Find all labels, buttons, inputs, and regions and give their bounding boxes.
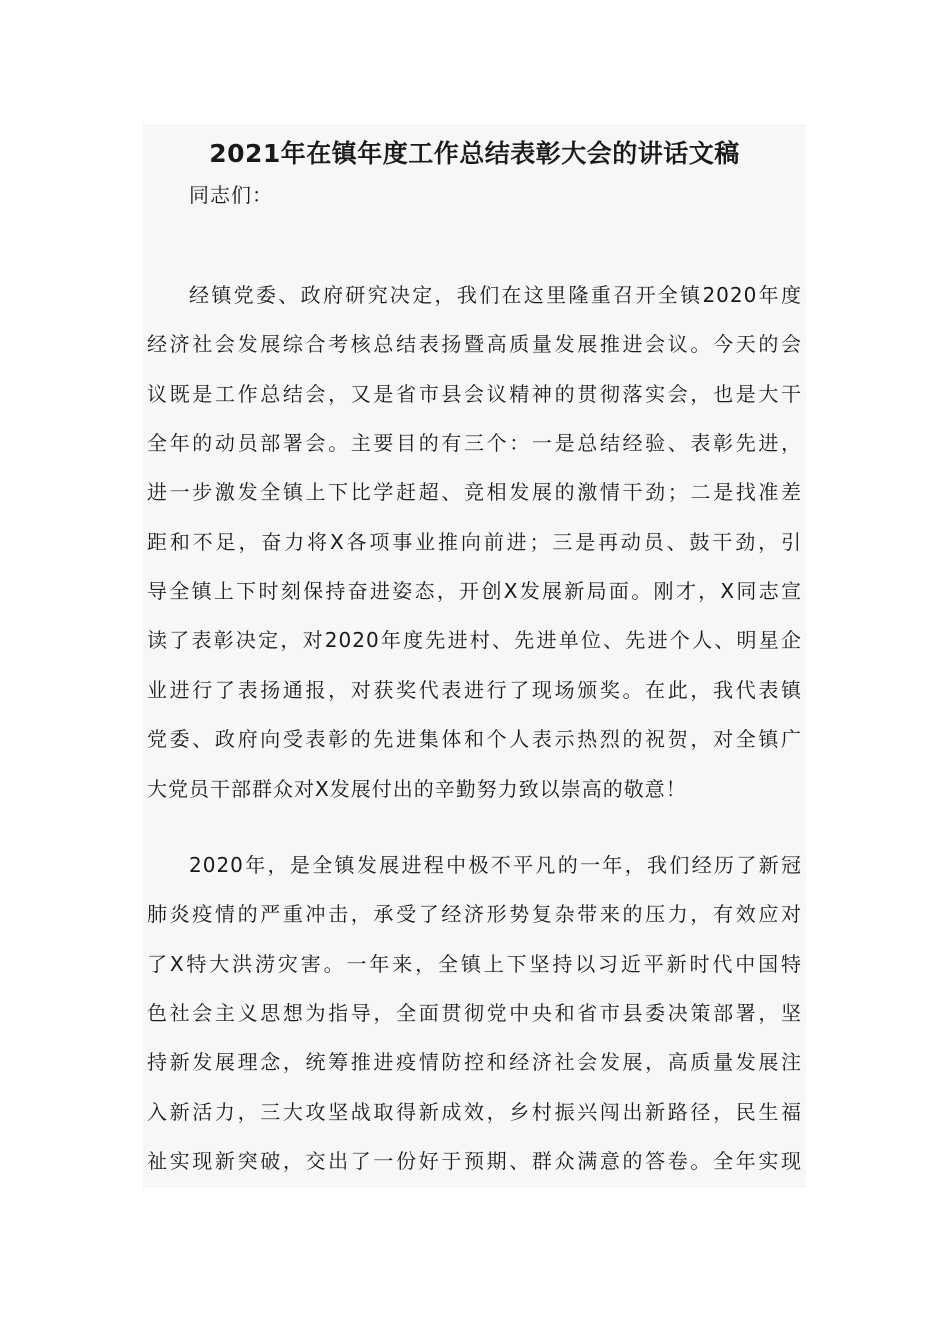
paragraph-1-line-3: 议既是工作总结会，又是省市县会议精神的贯彻落实会，也是大干 [147, 382, 802, 406]
paragraph-1-line-1: 经镇党委、政府研究决定，我们在这里隆重召开全镇2020年度 [189, 283, 802, 307]
paragraph-2-line-7: 祉实现新突破，交出了一份好于预期、群众满意的答卷。全年实现 [147, 1149, 802, 1173]
salutation: 同志们： [189, 183, 273, 207]
paragraph-1-line-9: 业进行了表扬通报，对获奖代表进行了现场颁奖。在此，我代表镇 [147, 678, 802, 702]
paragraph-1-line-7: 导全镇上下时刻保持奋进姿态，开创X发展新局面。刚才，X同志宣 [147, 579, 802, 603]
paragraph-1-line-10: 党委、政府向受表彰的先进集体和个人表示热烈的祝贺，对全镇广 [147, 727, 802, 751]
document-page [143, 124, 806, 1188]
paragraph-2-line-3: 了X特大洪涝灾害。一年来，全镇上下坚持以习近平新时代中国特 [147, 952, 802, 976]
paragraph-2-line-2: 肺炎疫情的严重冲击，承受了经济形势复杂带来的压力，有效应对 [147, 902, 802, 926]
paragraph-1-line-2: 经济社会发展综合考核总结表扬暨高质量发展推进会议。今天的会 [147, 332, 802, 356]
paragraph-1-line-6: 距和不足，奋力将X各项事业推向前进；三是再动员、鼓干劲，引 [147, 530, 802, 554]
paragraph-2-line-5: 持新发展理念，统筹推进疫情防控和经济社会发展，高质量发展注 [147, 1050, 802, 1074]
document-title: 2021年在镇年度工作总结表彰大会的讲话文稿 [209, 139, 740, 168]
paragraph-1-line-4: 全年的动员部署会。主要目的有三个：一是总结经验、表彰先进， [147, 431, 802, 455]
paragraph-1-line-11: 大党员干部群众对X发展付出的辛勤努力致以崇高的敬意！ [147, 777, 687, 801]
paragraph-2-line-1: 2020年，是全镇发展进程中极不平凡的一年，我们经历了新冠 [189, 853, 802, 877]
paragraph-1-line-5: 进一步激发全镇上下比学赶超、竞相发展的激情干劲；二是找准差 [147, 480, 802, 504]
paragraph-1-line-8: 读了表彰决定，对2020年度先进村、先进单位、先进个人、明星企 [147, 628, 802, 652]
paragraph-2-line-6: 入新活力，三大攻坚战取得新成效，乡村振兴闯出新路径，民生福 [147, 1100, 802, 1124]
paragraph-2-line-4: 色社会主义思想为指导，全面贯彻党中央和省市县委决策部署，坚 [147, 1001, 802, 1025]
